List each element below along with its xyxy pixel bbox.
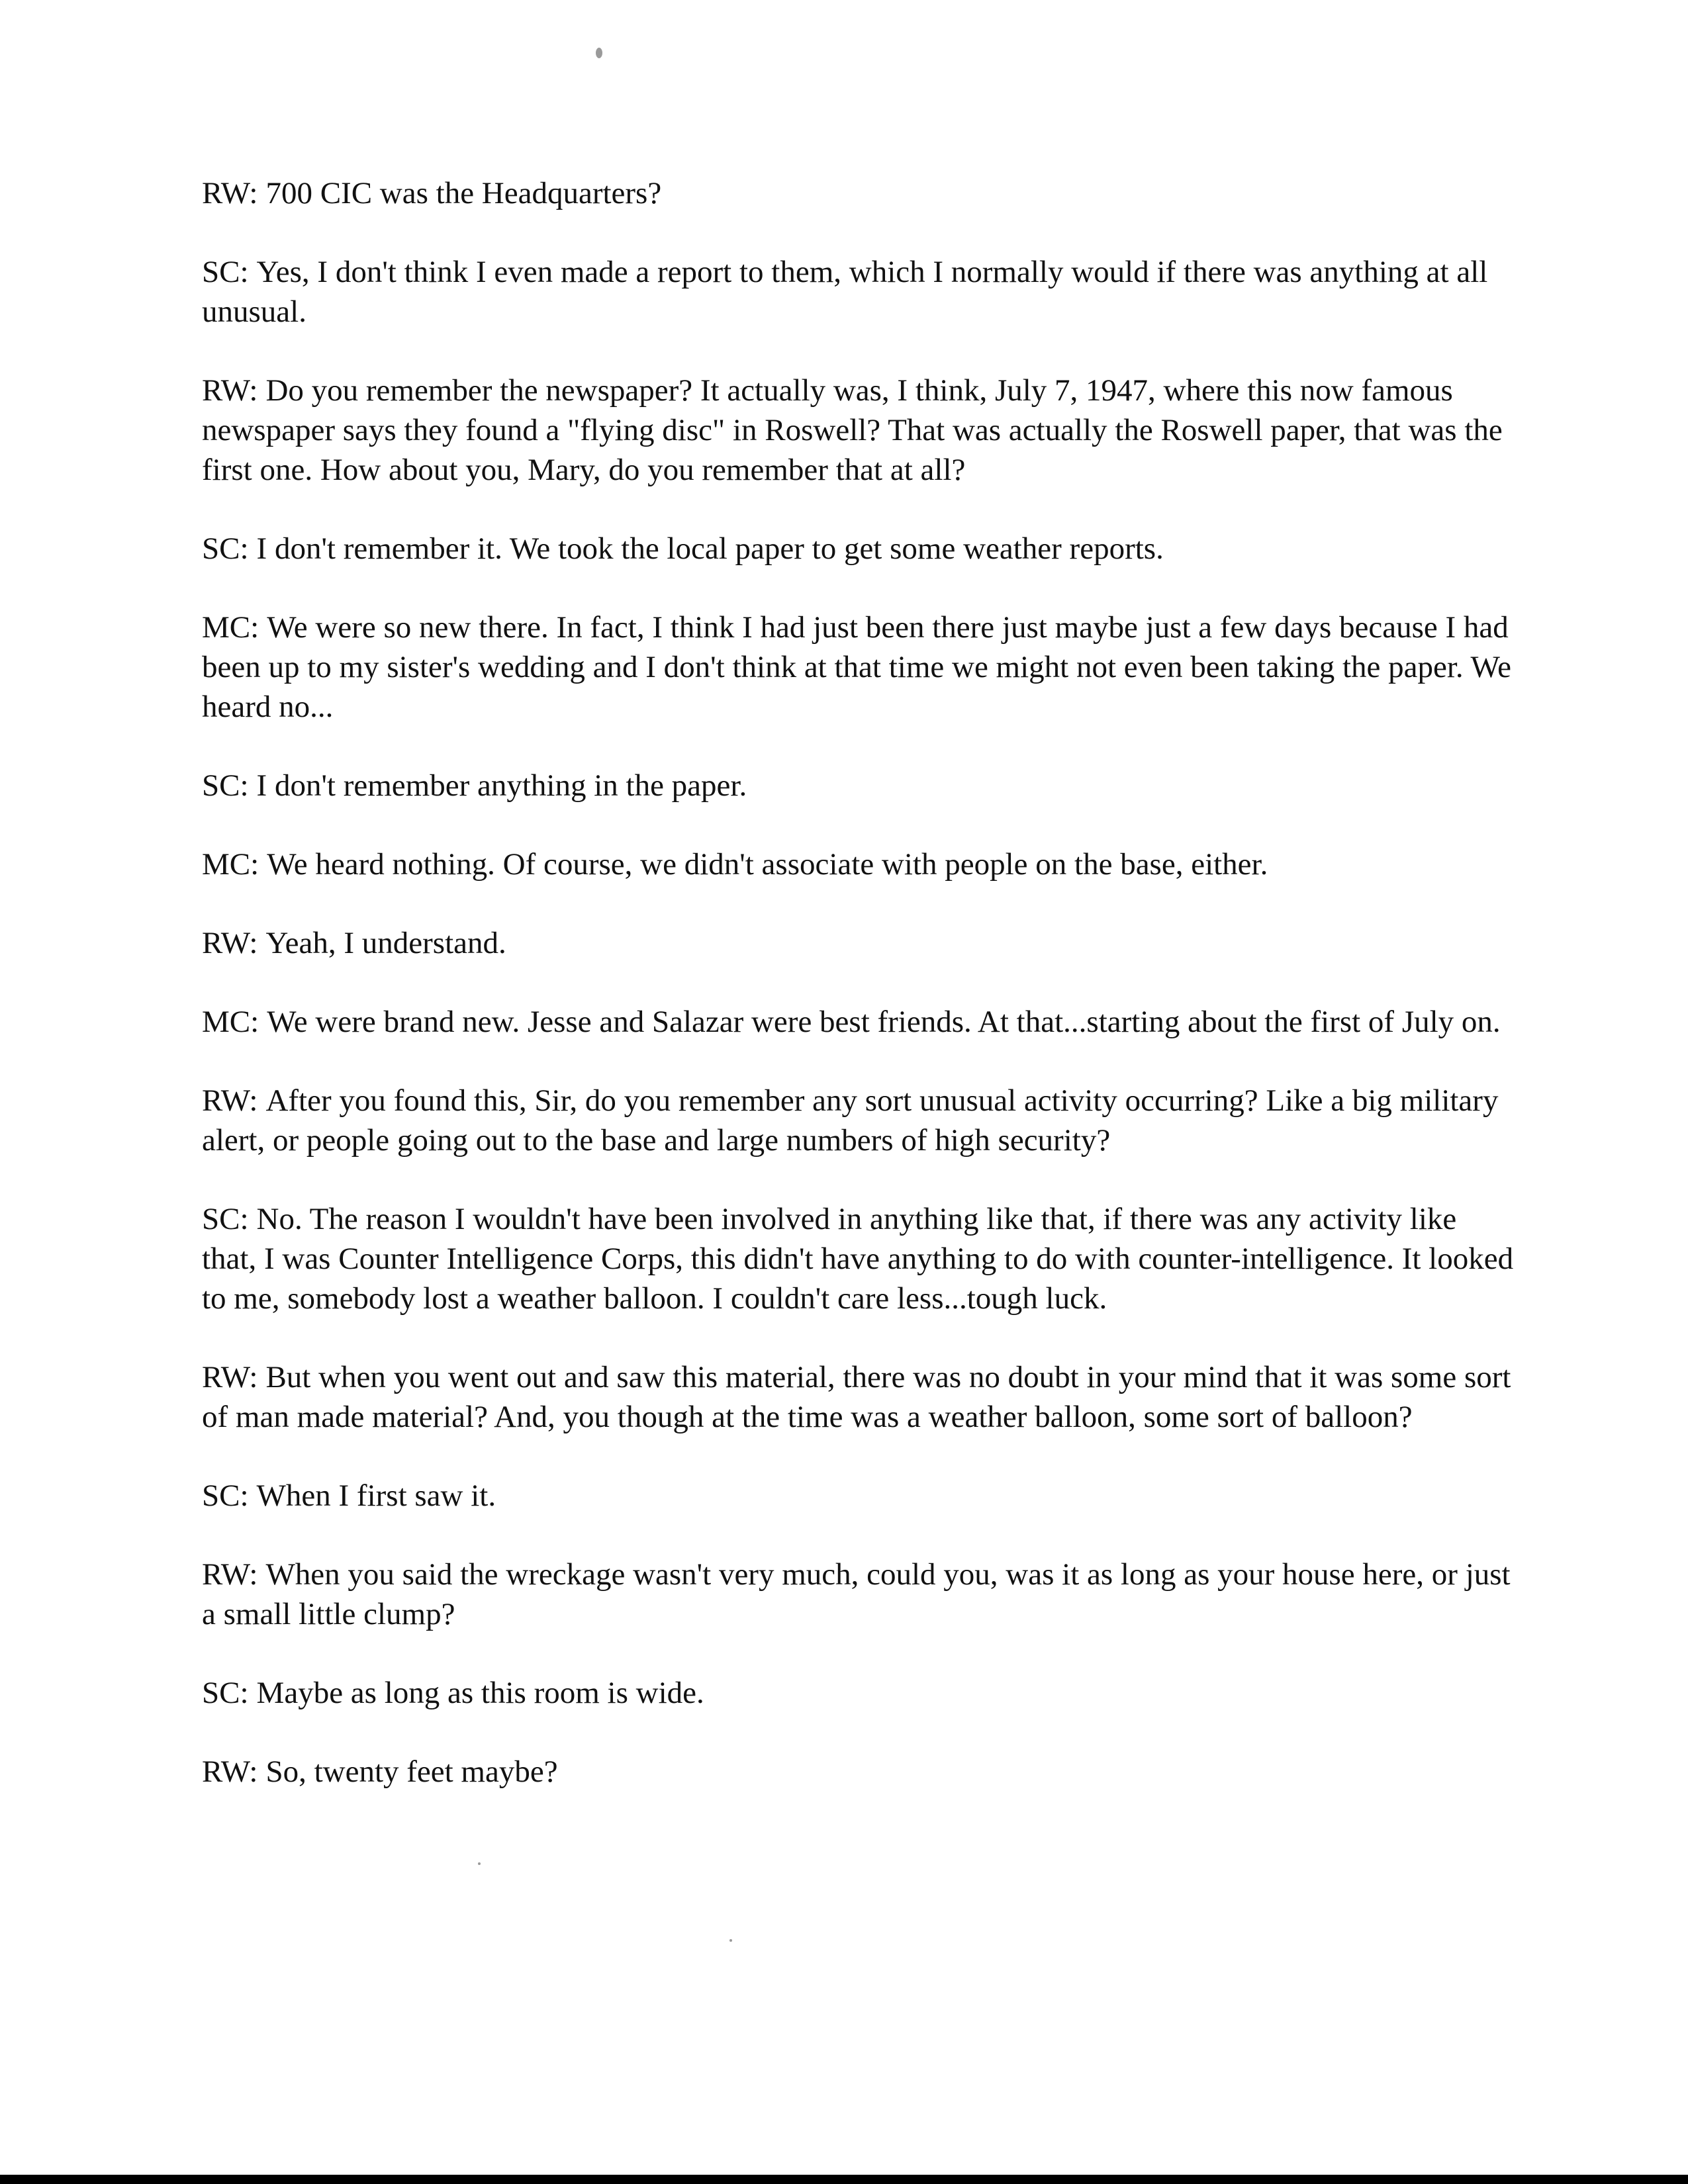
transcript-entry [202, 1555, 1516, 1634]
transcript-entry [202, 1357, 1516, 1437]
scan-speck [729, 1939, 732, 1942]
entry-text: Yes, I don't think I even made a report to them, which I normally would if there was anything at all unusual. [202, 255, 1488, 329]
speaker-label: SC: [202, 1479, 249, 1513]
speaker-label: MC: [202, 1005, 259, 1039]
speaker-label: SC: [202, 1202, 249, 1236]
speaker-label: RW: [202, 1360, 258, 1394]
speaker-label: MC: [202, 847, 259, 882]
scan-bottom-edge [0, 2175, 1688, 2184]
transcript-entry [202, 1199, 1516, 1318]
speaker-label: SC: [202, 768, 249, 803]
entry-text: When you said the wreckage wasn't very much, could you, was it as long as your house here, or just a small little clump? [202, 1557, 1511, 1631]
entry-text: But when you went out and saw this material, there was no doubt in your mind that it was some sort of man made material? And, you though at the time was a weather balloon, some sort of balloon? [202, 1360, 1511, 1434]
entry-text: Do you remember the newspaper? It actually was, I think, July 7, 1947, where this now famous newspaper says they found a "flying disc" in Roswell? That was actually the Roswell paper, that was the first one. How about you, Mary, do you remember that at all? [202, 373, 1503, 487]
transcript-entry [202, 1081, 1516, 1160]
transcript-entry [202, 173, 1516, 213]
entry-text: No. The reason I wouldn't have been involved in anything like that, if there was any activity like that, I was Counter Intelligence Corps, this didn't have anything to do with counter-intelligence. It looked to me, somebody lost a weather balloon. I couldn't care less...tough luck. [202, 1202, 1514, 1316]
entry-text: I don't remember it. We took the local paper to get some weather reports. [256, 531, 1164, 566]
scan-speck [478, 1862, 481, 1865]
speaker-label: SC: [202, 1676, 249, 1710]
transcript-entry [202, 371, 1516, 490]
transcript-entry [202, 608, 1516, 727]
speaker-label: SC: [202, 531, 249, 566]
entry-text: After you found this, Sir, do you remember any sort unusual activity occurring? Like a big military alert, or people going out to the base and large numbers of high security? [202, 1083, 1499, 1158]
scan-speck [596, 48, 602, 58]
entry-text: We were so new there. In fact, I think I had just been there just maybe just a few days because I had been up to my sister's wedding and I don't think at that time we might not even been taking the paper. We heard no... [202, 610, 1512, 724]
entry-text: Yeah, I understand. [265, 926, 506, 960]
speaker-label: RW: [202, 1754, 258, 1789]
transcript-entry [202, 252, 1516, 332]
entry-text: Maybe as long as this room is wide. [256, 1676, 704, 1710]
speaker-label: SC: [202, 255, 249, 289]
speaker-label: RW: [202, 176, 258, 210]
transcript-entry [202, 923, 1516, 963]
transcript-entry [202, 1673, 1516, 1713]
speaker-label: RW: [202, 373, 258, 408]
transcript-entry [202, 1002, 1516, 1042]
speaker-label: RW: [202, 926, 258, 960]
entry-text: So, twenty feet maybe? [265, 1754, 558, 1789]
transcript-entry [202, 1476, 1516, 1516]
transcript-entry [202, 1752, 1516, 1792]
transcript-entry [202, 766, 1516, 805]
entry-text: When I first saw it. [256, 1479, 496, 1513]
transcript-entry [202, 844, 1516, 884]
speaker-label: RW: [202, 1083, 258, 1118]
speaker-label: RW: [202, 1557, 258, 1592]
entry-text: I don't remember anything in the paper. [256, 768, 747, 803]
entry-text: We were brand new. Jesse and Salazar were best friends. At that...starting about the first of July on. [267, 1005, 1501, 1039]
transcript-entry [202, 529, 1516, 569]
speaker-label: MC: [202, 610, 259, 645]
entry-text: We heard nothing. Of course, we didn't associate with people on the base, either. [267, 847, 1268, 882]
interview-transcript [202, 173, 1516, 1831]
entry-text: 700 CIC was the Headquarters? [265, 176, 662, 210]
